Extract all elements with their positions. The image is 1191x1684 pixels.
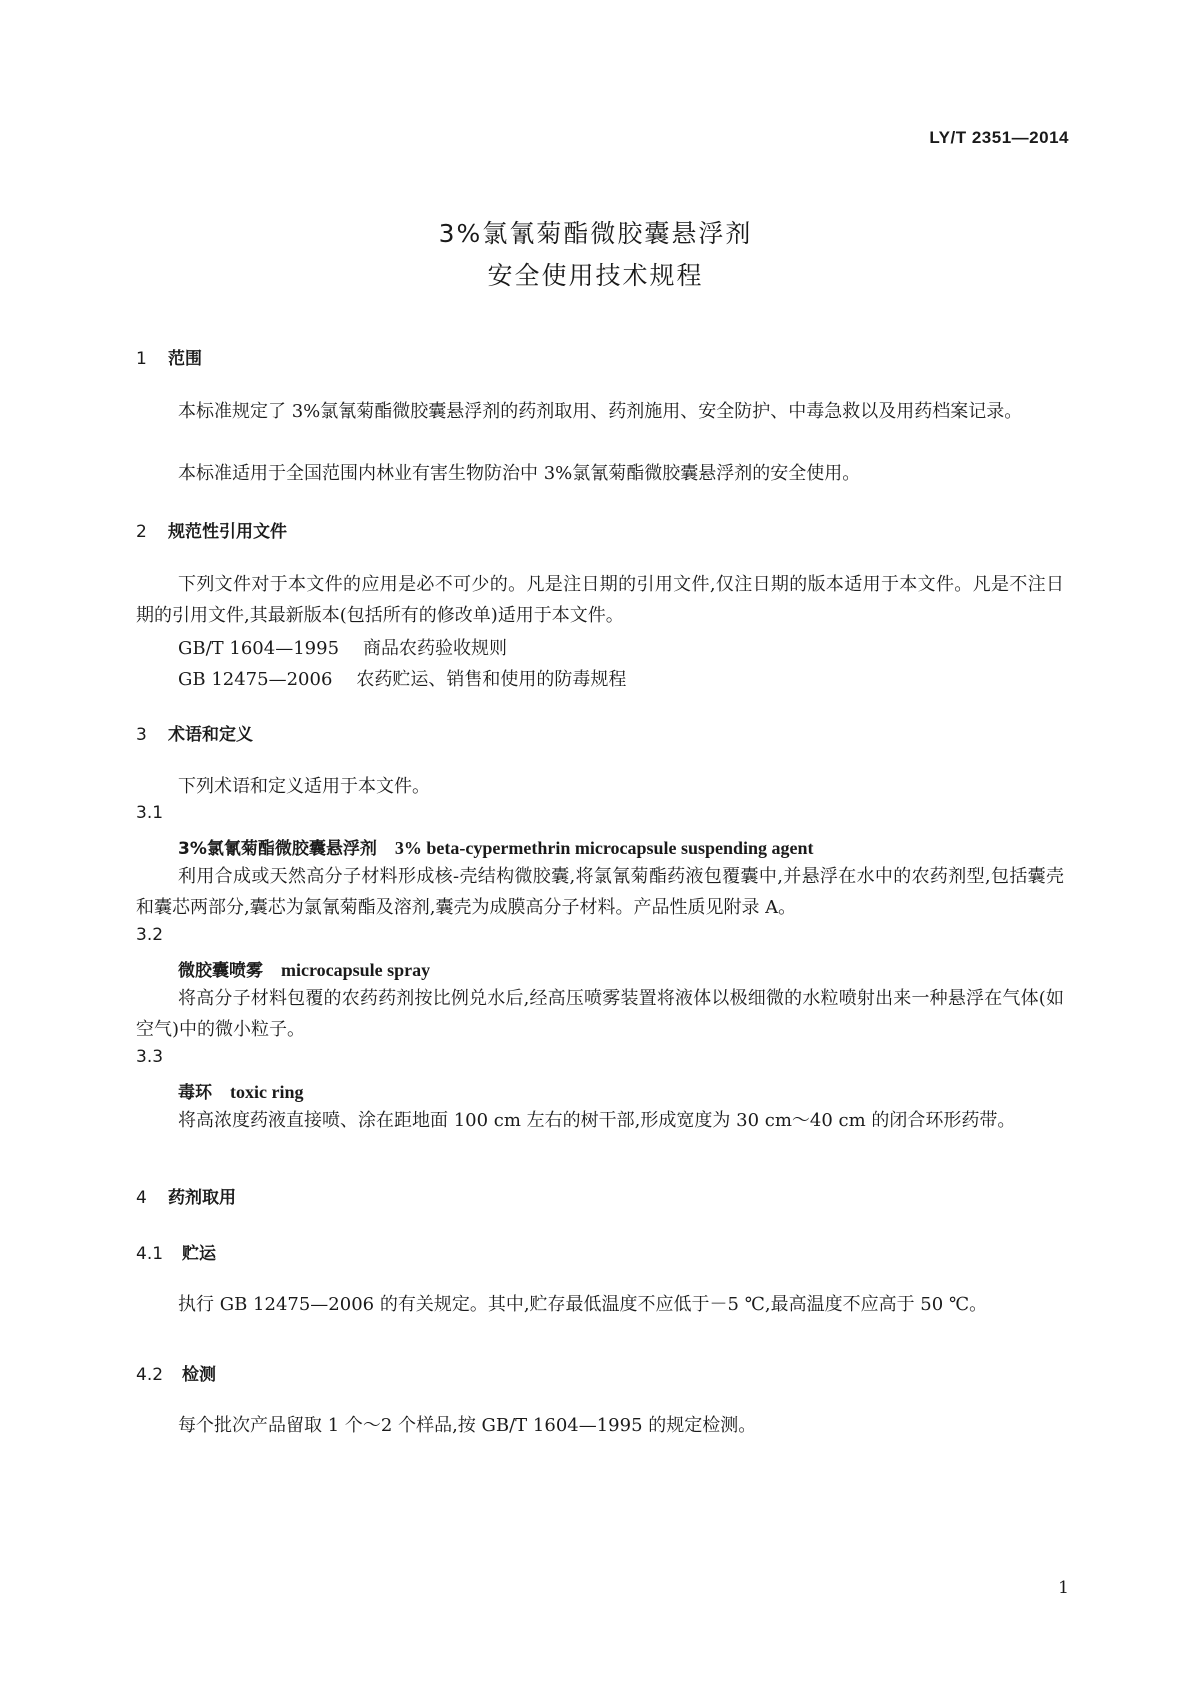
reference-code: GB/T 1604—1995 [178,638,340,659]
term-definition: 将高分子材料包覆的农药药剂按比例兑水后,经高压喷雾装置将液体以极细微的水粒喷射出来一种悬浮在气体(如空气)中的微小粒子。 [136,988,1064,1040]
section-title: 范围 [168,349,202,369]
term-heading [178,1078,304,1103]
subsection-title: 贮运 [182,1244,216,1264]
term-definition: 利用合成或天然高分子材料形成核-壳结构微胶囊,将氯氰菊酯药液包覆囊中,并悬浮在水中的农药剂型,包括囊壳和囊芯两部分,囊芯为氯氰菊酯及溶剂,囊壳为成膜高分子材料。产品性质见附录 A。 [136,866,1064,918]
term-heading [178,834,814,859]
standard-code: LY/T 2351—2014 [929,128,1069,147]
subsection-number: 4.2 [136,1365,164,1385]
term-zh: 微胶囊喷雾 [178,961,263,981]
term-en: 3% beta-cypermethrin microcapsule suspending agent [394,838,814,858]
normative-reference [178,665,626,691]
section-title: 规范性引用文件 [168,522,287,542]
section-number: 3 [136,725,147,745]
section-title: 术语和定义 [168,725,253,745]
term-zh: 3%氯氰菊酯微胶囊悬浮剂 [178,839,377,859]
subsection-4-1-paragraph: 执行 GB 12475—2006 的有关规定。其中,贮存最低温度不应低于－5 ℃,最高温度不应高于 50 ℃。 [178,1294,988,1315]
section-title: 药剂取用 [168,1188,236,1208]
section-3-intro: 下列术语和定义适用于本文件。 [178,776,430,797]
section-2-paragraph: 下列文件对于本文件的应用是必不可少的。凡是注日期的引用文件,仅注日期的版本适用于本文件。凡是不注日期的引用文件,其最新版本(包括所有的修改单)适用于本文件。 [136,574,1064,626]
subsection-title: 检测 [182,1365,216,1385]
section-1-paragraph-2: 本标准适用于全国范围内林业有害生物防治中 3%氯氰菊酯微胶囊悬浮剂的安全使用。 [178,463,861,484]
page-number: 1 [1058,1578,1069,1598]
document-title-line1: 3%氯氰菊酯微胶囊悬浮剂 [438,219,753,248]
term-number: 3.1 [136,803,164,823]
section-1-paragraph-1: 本标准规定了 3%氯氰菊酯微胶囊悬浮剂的药剂取用、药剂施用、安全防护、中毒急救以及用药档案记录。 [178,401,1023,422]
term-en: toxic ring [230,1082,304,1102]
section-number: 4 [136,1188,147,1208]
term-zh: 毒环 [178,1083,212,1103]
term-definition: 将高浓度药液直接喷、涂在距地面 100 cm 左右的树干部,形成宽度为 30 cm～40 cm 的闭合环形药带。 [178,1110,1016,1131]
reference-title: 农药贮运、销售和使用的防毒规程 [356,669,627,690]
reference-code: GB 12475—2006 [178,669,333,690]
section-4-heading [136,1183,236,1208]
section-2-heading [136,517,287,542]
normative-reference [178,634,507,660]
subsection-4-2-paragraph: 每个批次产品留取 1 个～2 个样品,按 GB/T 1604—1995 的规定检测。 [178,1415,757,1436]
term-en: microcapsule spray [281,960,431,980]
section-number: 1 [136,349,147,369]
subsection-number: 4.1 [136,1244,164,1264]
document-title-line2: 安全使用技术规程 [487,261,704,290]
term-number: 3.3 [136,1047,164,1067]
subsection-4-1-heading [136,1239,216,1264]
section-number: 2 [136,522,147,542]
term-heading [178,956,430,981]
section-3-heading [136,720,253,745]
section-1-heading [136,344,202,369]
subsection-4-2-heading [136,1360,216,1385]
term-number: 3.2 [136,925,164,945]
reference-title: 商品农药验收规则 [363,638,508,659]
